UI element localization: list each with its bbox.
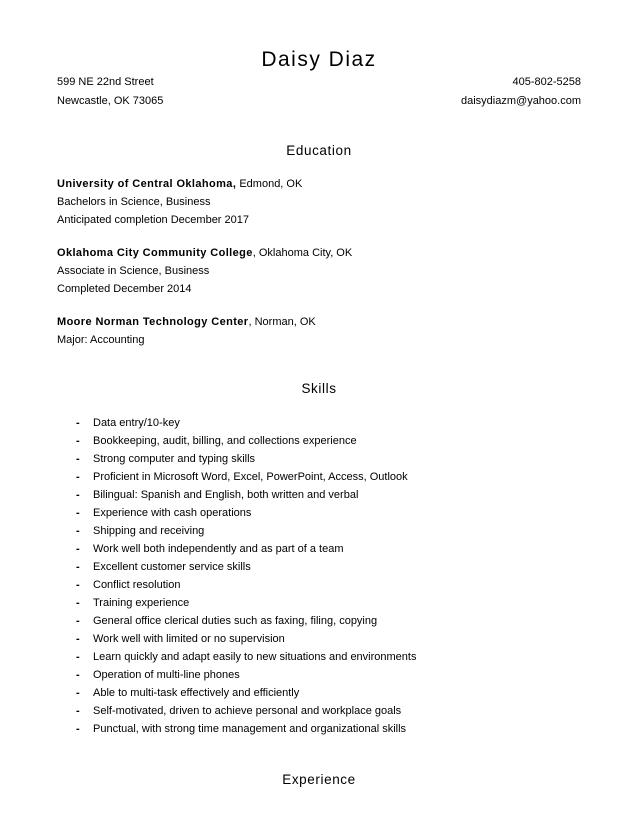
skill-item — [0, 506, 560, 520]
skill-item — [0, 632, 560, 646]
education-entry-3-header — [57, 315, 316, 329]
education-entry-2-header — [57, 246, 352, 260]
skill-text: Experience with cash operations — [93, 507, 252, 519]
skill-text: Learn quickly and adapt easily to new situations and environments — [93, 651, 417, 663]
bullet-dash: - — [76, 471, 80, 483]
bullet-dash: - — [76, 579, 80, 591]
phone-number: 405-802-5258 — [512, 76, 581, 88]
email-address: daisydiazm@yahoo.com — [461, 95, 581, 107]
education-entry-1-degree: Bachelors in Science, Business — [57, 196, 211, 208]
school-location: , Oklahoma City, OK — [252, 247, 353, 259]
skill-item — [0, 650, 560, 664]
skill-item — [0, 434, 560, 448]
bullet-dash: - — [76, 525, 80, 537]
skill-text: General office clerical duties such as faxing, filing, copying — [93, 615, 378, 627]
skills-heading: Skills — [301, 381, 337, 396]
skill-text: Proficient in Microsoft Word, Excel, PowerPoint, Access, Outlook — [93, 471, 408, 483]
skill-text: Operation of multi-line phones — [93, 669, 240, 681]
bullet-dash: - — [76, 633, 80, 645]
education-entry-1-header — [57, 177, 302, 191]
skill-item — [0, 686, 560, 700]
skill-text: Training experience — [93, 597, 190, 609]
skill-item — [0, 722, 560, 736]
skill-item — [0, 614, 560, 628]
experience-heading: Experience — [282, 772, 356, 787]
address-line-1: 599 NE 22nd Street — [57, 76, 154, 88]
skill-text: Bilingual: Spanish and English, both written and verbal — [93, 489, 359, 501]
bullet-dash: - — [76, 723, 80, 735]
bullet-dash: - — [76, 597, 80, 609]
bullet-dash: - — [76, 417, 80, 429]
education-heading: Education — [286, 143, 352, 158]
skill-text: Work well with limited or no supervision — [93, 633, 285, 645]
skill-item — [0, 470, 560, 484]
bullet-dash: - — [76, 651, 80, 663]
bullet-dash: - — [76, 705, 80, 717]
bullet-dash: - — [76, 669, 80, 681]
bullet-dash: - — [76, 453, 80, 465]
skill-text: Strong computer and typing skills — [93, 453, 256, 465]
skill-item — [0, 704, 560, 718]
school-name: Moore Norman Technology Center — [57, 316, 249, 328]
candidate-name: Daisy Diaz — [261, 48, 377, 71]
skill-item — [0, 578, 560, 592]
skill-item — [0, 452, 560, 466]
skill-item — [0, 416, 560, 430]
skill-text: Shipping and receiving — [93, 525, 205, 537]
school-name: Oklahoma City Community College — [57, 247, 253, 259]
school-name: University of Central Oklahoma, — [57, 178, 237, 190]
skill-text: Able to multi-task effectively and efficiently — [93, 687, 300, 699]
bullet-dash: - — [76, 561, 80, 573]
skill-item — [0, 668, 560, 682]
school-location: Edmond, OK — [236, 178, 303, 190]
skill-item — [0, 560, 560, 574]
education-entry-1-status: Anticipated completion December 2017 — [57, 214, 250, 226]
bullet-dash: - — [76, 435, 80, 447]
education-entry-3-degree: Major: Accounting — [57, 334, 145, 346]
skill-text: Bookkeeping, audit, billing, and collections experience — [93, 435, 357, 447]
skill-item — [0, 542, 560, 556]
skill-text: Self-motivated, driven to achieve personal and workplace goals — [93, 705, 402, 717]
bullet-dash: - — [76, 507, 80, 519]
school-location: , Norman, OK — [248, 316, 316, 328]
bullet-dash: - — [76, 489, 80, 501]
bullet-dash: - — [76, 615, 80, 627]
skill-item — [0, 596, 560, 610]
skill-text: Data entry/10-key — [93, 417, 180, 429]
skill-text: Excellent customer service skills — [93, 561, 251, 573]
skill-text: Work well both independently and as part of a team — [93, 543, 344, 555]
skill-text: Conflict resolution — [93, 579, 181, 591]
address-line-2: Newcastle, OK 73065 — [57, 95, 164, 107]
skill-item — [0, 488, 560, 502]
education-entry-2-status: Completed December 2014 — [57, 283, 192, 295]
education-entry-2-degree: Associate in Science, Business — [57, 265, 210, 277]
skill-text: Punctual, with strong time management and organizational skills — [93, 723, 407, 735]
bullet-dash: - — [76, 543, 80, 555]
bullet-dash: - — [76, 687, 80, 699]
skill-item — [0, 524, 560, 538]
